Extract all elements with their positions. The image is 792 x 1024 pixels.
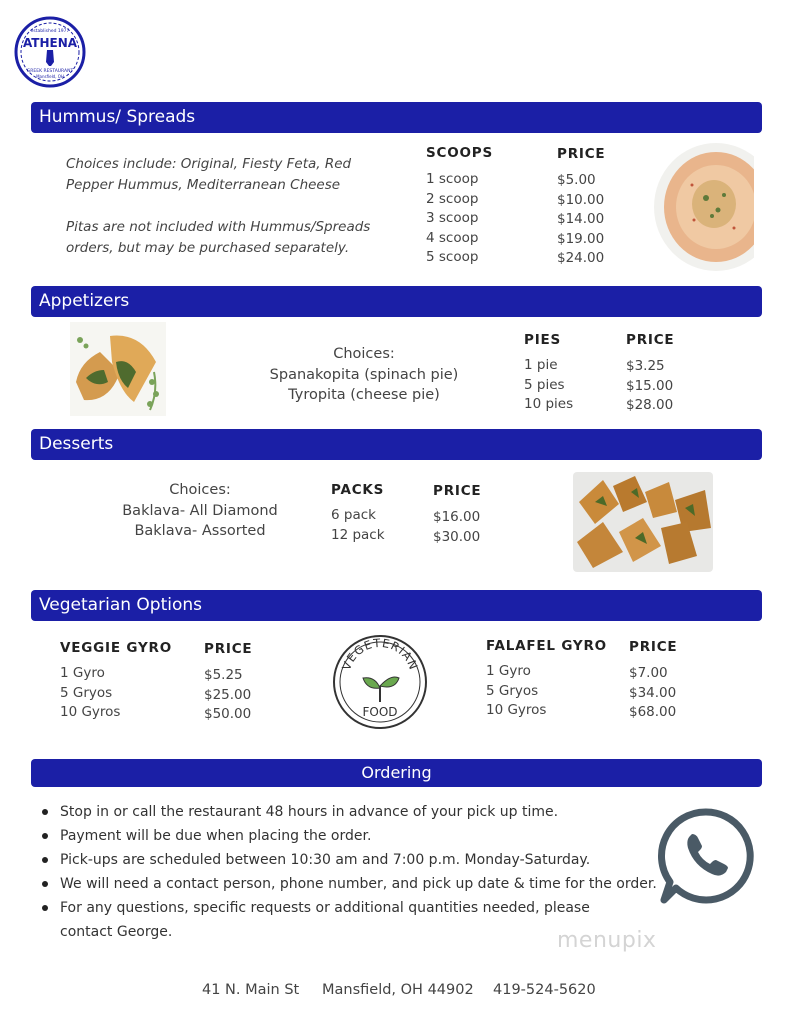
veggie-price-header: PRICE [204, 641, 253, 657]
choices-line: Choices: [169, 482, 231, 498]
vegetarian-section-header: Vegetarian Options [31, 590, 762, 621]
desserts-qty-header: PACKS [331, 482, 385, 498]
appetizers-price-list [626, 357, 673, 416]
choices-line: Baklava- All Diamond [122, 502, 278, 519]
veggie-qty-list [60, 664, 120, 723]
menupix-watermark: menupix [557, 928, 657, 953]
list-item: 10 pies [524, 396, 574, 412]
list-item: 1 Gyro [60, 665, 105, 681]
list-item: $28.00 [626, 397, 674, 413]
falafel-price-header: PRICE [629, 639, 678, 655]
appetizers-price-header: PRICE [626, 332, 675, 348]
list-item: 1 pie [524, 357, 558, 373]
ordering-item: We will need a contact person, phone number, and pick up date & time for the order. [40, 872, 660, 896]
list-item: $25.00 [204, 686, 252, 703]
list-item: 3 scoop [426, 210, 479, 226]
appetizers-section-header: Appetizers [31, 286, 762, 317]
vegetarian-food-badge [331, 634, 429, 730]
ordering-item: Stop in or call the restaurant 48 hours in advance of your pick up time. [40, 800, 660, 824]
whatsapp-phone-icon [656, 806, 756, 906]
choices-line: Choices: [333, 346, 395, 362]
hummus-choices-note [66, 154, 351, 196]
list-item: $7.00 [629, 665, 668, 681]
list-item: 2 scoop [426, 190, 479, 207]
list-item: $19.00 [557, 230, 605, 247]
hummus-photo [654, 140, 754, 274]
desserts-choices [98, 480, 302, 542]
list-item: $34.00 [629, 684, 677, 701]
list-item: $68.00 [629, 704, 677, 720]
hummus-note-line: orders, but may be purchased separately. [66, 240, 350, 256]
choices-line: Spanakopita (spinach pie) [269, 366, 459, 383]
ordering-item: For any questions, specific requests or additional quantities needed, please contact George. [40, 896, 640, 944]
list-item: 1 scoop [426, 171, 479, 187]
badge-bottom-text: FOOD [362, 705, 398, 719]
hummus-price-header: PRICE [557, 146, 606, 162]
list-item: 6 pack [331, 507, 376, 523]
veggie-price-list [204, 666, 251, 725]
ordering-item: Payment will be due when placing the order. [40, 824, 660, 848]
list-item: 4 scoop [426, 229, 479, 246]
list-item: $24.00 [557, 250, 605, 266]
falafel-gyro-header: FALAFEL GYRO [486, 638, 607, 654]
appetizers-choices [244, 344, 484, 406]
falafel-price-list [629, 664, 676, 723]
list-item: 5 scoop [426, 249, 479, 265]
desserts-qty-list [331, 506, 385, 545]
hummus-note-line: Choices include: Original, Fiesty Feta, Red [66, 156, 352, 172]
list-item: $30.00 [433, 528, 481, 545]
appetizers-qty-header: PIES [524, 332, 562, 348]
footer-address: 41 N. Main St [202, 982, 300, 998]
desserts-section-header: Desserts [31, 429, 762, 460]
list-item: 1 Gyro [486, 663, 531, 679]
hummus-pita-note [66, 217, 370, 259]
falafel-qty-list [486, 662, 546, 721]
ordering-section-header: Ordering [31, 759, 762, 787]
list-item: $5.00 [557, 172, 596, 188]
list-item: $16.00 [433, 509, 481, 525]
desserts-price-header: PRICE [433, 483, 482, 499]
appetizers-qty-list [524, 356, 573, 415]
veggie-gyro-header: VEGGIE GYRO [60, 640, 173, 656]
list-item: $15.00 [626, 377, 674, 394]
choices-line: Tyropita (cheese pie) [288, 387, 440, 403]
list-item: 12 pack [331, 526, 385, 543]
ordering-list [40, 800, 660, 944]
spanakopita-photo [70, 322, 166, 416]
baklava-photo [573, 472, 713, 572]
choices-line: Baklava- Assorted [134, 523, 266, 539]
athena-logo [14, 16, 86, 88]
list-item: $3.25 [626, 358, 665, 374]
list-item: 5 Gryos [60, 684, 113, 701]
list-item: $14.00 [557, 211, 605, 227]
hummus-note-line: Pepper Hummus, Mediterranean Cheese [66, 177, 341, 193]
list-item: $50.00 [204, 706, 252, 722]
badge-top-text: VEGETERIAN [339, 635, 421, 673]
hummus-qty-list [426, 170, 478, 268]
list-item: 5 pies [524, 376, 565, 393]
hummus-section-header: Hummus/ Spreads [31, 102, 762, 133]
ordering-item: Pick-ups are scheduled between 10:30 am and 7:00 p.m. Monday-Saturday. [40, 848, 660, 872]
list-item: $10.00 [557, 191, 605, 208]
hummus-price-list [557, 171, 604, 269]
footer-phone: 419-524-5620 [493, 982, 596, 998]
list-item: 5 Gryos [486, 682, 539, 699]
list-item: $5.25 [204, 667, 243, 683]
list-item: 10 Gyros [60, 704, 121, 720]
logo-city: Mansfield, OH [36, 74, 64, 79]
footer-city: Mansfield, OH 44902 [322, 982, 474, 998]
logo-established: established 1977 [30, 29, 70, 34]
list-item: 10 Gyros [486, 702, 547, 718]
desserts-price-list [433, 508, 480, 547]
logo-subtitle: GREEK RESTAURANT [26, 69, 74, 74]
logo-name: ATHENA [22, 36, 78, 50]
hummus-note-line: Pitas are not included with Hummus/Spreads [66, 219, 371, 235]
hummus-qty-header: SCOOPS [426, 145, 494, 161]
